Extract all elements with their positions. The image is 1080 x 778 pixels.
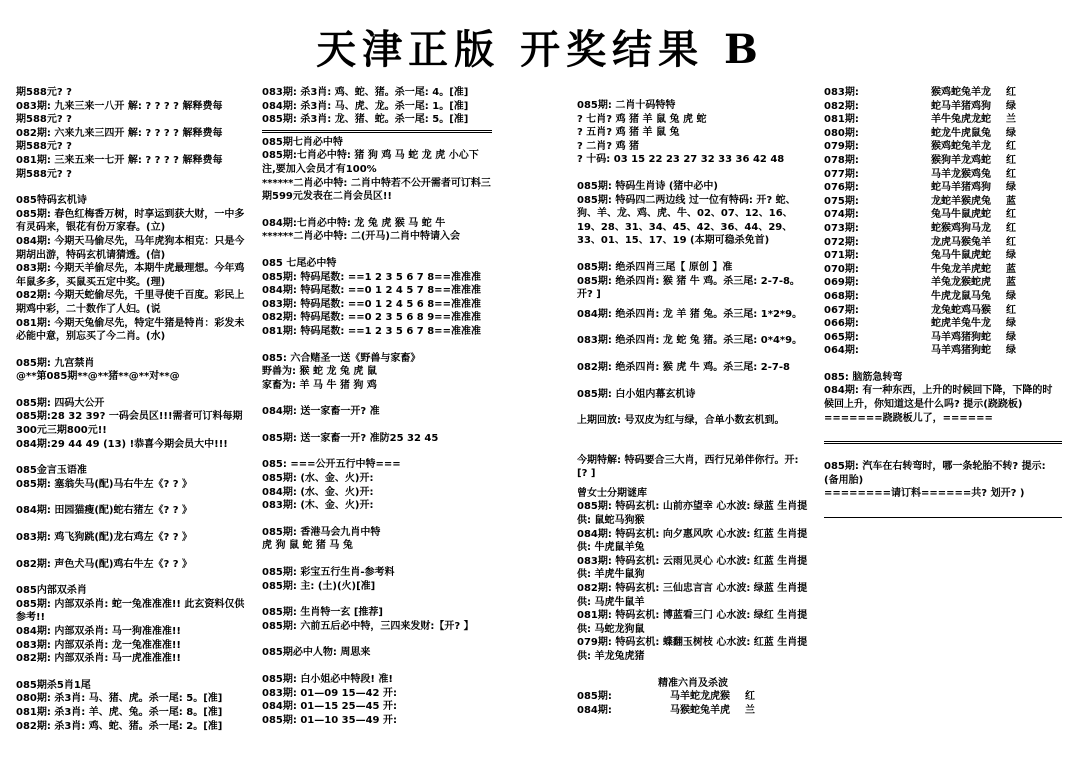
color-label: 红 <box>1006 304 1016 316</box>
text-line: 085期: 内部双杀肖: 蛇一兔准准准!! 此玄资料仅供参考!! <box>16 598 245 624</box>
color-label: 兰 <box>1006 114 1016 126</box>
text-line: ******二肖必中特: 二(开马)二肖中特请入会 <box>262 231 460 243</box>
section-special-solution <box>577 454 809 481</box>
zodiac-list: 马羊龙猴鸡兔 <box>931 168 991 180</box>
section-kill-three <box>262 86 492 127</box>
section-heading: 085期: 香港马会九肖中特 <box>262 526 381 538</box>
list-item <box>824 222 1062 236</box>
section-caibao <box>262 566 492 593</box>
text-line: 083期: 绝杀四肖: 龙 蛇 兔 猪。杀三尾: 0*4*9。 <box>577 335 803 347</box>
text-line: ========请订料======共? 划开? ) <box>824 488 1025 500</box>
text-line: =======跷跷板儿了，====== <box>824 412 993 424</box>
list-item <box>824 154 1062 168</box>
text-line: 085期: 特码尾数: ==1 2 3 5 6 7 8==准准准 <box>262 271 481 283</box>
text-line: ? 二肖? 鸡 猪 <box>577 140 640 152</box>
period-label: 077期: <box>824 168 859 180</box>
divider <box>824 517 1062 518</box>
zodiac-list: 马羊蛇龙虎猴 <box>670 691 730 703</box>
list-item <box>824 208 1062 222</box>
period-label: 072期: <box>824 236 859 248</box>
list-item <box>824 195 1062 209</box>
column-4 <box>824 86 1062 776</box>
zodiac-list: 牛虎龙鼠马兔 <box>931 290 991 302</box>
color-label: 红 <box>745 691 755 703</box>
section-send-livestock <box>262 405 492 445</box>
zodiac-list: 马羊鸡猪狗蛇 <box>931 331 991 343</box>
column-1 <box>16 86 248 776</box>
text-line: 081期: 特码尾数: ==1 2 3 5 6 7 8==准准准 <box>262 325 481 337</box>
period-label: 078期: <box>824 154 859 166</box>
text-line: 085期: 汽车在右转弯时，哪一条轮胎不转? 提示: (备用胎) <box>824 461 1046 486</box>
text-line: 082期: 声色犬马(配)鸡右牛左《? ? 》 <box>16 558 193 570</box>
text-line: 上期回放: 号双皮为红与绿，合单小数玄机到。 <box>577 415 785 427</box>
text-line: 083期: (木、金、火)开: <box>262 500 374 512</box>
period-label: 066期: <box>824 318 859 330</box>
section-seven-zodiac <box>262 136 492 204</box>
zodiac-list: 蛇虎羊兔牛龙 <box>931 318 991 330</box>
section-heading: 085内部双杀肖 <box>16 585 87 597</box>
zodiac-list: 龙兔蛇鸡马猴 <box>931 304 991 316</box>
color-label: 红 <box>1006 168 1016 180</box>
text-line: 082期: 杀3肖: 鸡、蛇、猪。杀一尾: 2。[准] <box>16 720 223 732</box>
color-label: 红 <box>1006 209 1016 221</box>
section-heading: 085期: 九宫禁肖 <box>16 357 95 369</box>
color-label: 绿 <box>1006 182 1016 194</box>
list-item <box>824 304 1062 318</box>
text-line: 083期: 01—09 15—42 开: <box>262 687 397 699</box>
section-heading: 085特码玄机诗 <box>16 195 87 207</box>
color-label: 绿 <box>1006 331 1016 343</box>
section-heading: 精准六肖及杀波 <box>658 677 728 689</box>
text-line: 084期: 绝杀四肖: 龙 羊 猪 兔。杀三尾: 1*2*9。 <box>577 308 803 320</box>
text-line: 083期: 九来三来一八开 解: ? ? ? ? 解释费每 <box>16 100 223 112</box>
section-seven-zodiac-084 <box>262 217 492 244</box>
text-line: 081期: 特码玄机: 博蓝看三门 心水波: 绿红 生肖提供: 马蛇龙狗鼠 <box>577 610 808 635</box>
list-item <box>824 249 1062 263</box>
text-line: @**第085期**@**猪**@**对**@ <box>16 371 180 383</box>
text-line: 084期:七肖必中特: 龙 兔 虎 猴 马 蛇 牛 <box>262 217 446 229</box>
period-label: 074期: <box>824 209 859 221</box>
period-label: 080期: <box>824 127 859 139</box>
section-seven-tails <box>262 257 492 339</box>
section-kill-five <box>16 679 248 733</box>
list-item <box>824 168 1062 182</box>
list-item <box>824 344 1062 358</box>
section-zodiac-riddle <box>262 606 492 633</box>
section-heading: 085期: 生肖特一玄 [推荐] <box>262 607 383 619</box>
text-line: 084期: 今期天马偷尽先，马年虎狗本相克：只是今期胡出游，特码玄机请猜透。(信) <box>16 235 245 261</box>
zodiac-list: 猴狗羊龙鸡蛇 <box>931 154 991 166</box>
text-line: 085期: (水、金、火)开: <box>262 473 374 485</box>
section-beast-livestock <box>262 352 492 393</box>
text-line: 084期: 内部双杀肖: 马一狗准准准!! <box>16 626 181 637</box>
section-poem <box>16 194 248 344</box>
text-line: 085期必中人物: 周思来 <box>262 647 371 659</box>
text-line: 085期: 01—10 35—49 开: <box>262 714 397 726</box>
text-line: 今期特解: 特码要合三大肖，西行兄弟伴你行。开: [? ] <box>577 454 799 480</box>
list-item <box>824 263 1062 277</box>
section-heading: 085期: 四码大公开 <box>16 397 105 409</box>
list-item <box>824 86 1062 100</box>
section-heading: 085 七尾必中特 <box>262 257 337 269</box>
section-ten-codes <box>577 99 809 167</box>
section-heading: 085期杀5肖1尾 <box>16 679 91 691</box>
period-label: 081期: <box>824 114 859 126</box>
divider <box>262 130 492 133</box>
list-item <box>824 331 1062 345</box>
text-line: 084期: 田园猫瘦(配)蛇右猪左《? ? 》 <box>16 505 193 517</box>
section-explanation <box>16 86 248 181</box>
section-zodiac-poem <box>577 180 809 248</box>
color-label: 蓝 <box>1006 195 1016 207</box>
list-item <box>824 236 1062 250</box>
color-label: 蓝 <box>1006 277 1016 289</box>
column-2 <box>262 86 492 776</box>
section-heading: 085: ===公开五行中特=== <box>262 459 401 471</box>
color-label: 红 <box>1006 141 1016 153</box>
text-line: 085期: 杀3肖: 龙、猪、蛇。杀一尾: 5。[准] <box>262 114 469 126</box>
text-line: 082期: 特码玄机: 三仙忠言言 心水波: 绿蓝 生肖提供: 马虎牛鼠羊 <box>577 583 808 608</box>
zodiac-list: 兔马牛鼠虎蛇 <box>931 250 991 262</box>
section-heading: 曾女士分期谜库 <box>577 487 647 499</box>
zodiac-list: 蛇马羊猪鸡狗 <box>931 182 991 194</box>
text-line: 期588元? ? <box>16 168 72 180</box>
text-line: 082期: 特码尾数: ==0 2 3 5 6 8 9==准准准 <box>262 312 481 324</box>
text-line: 085期: 特码四二两边线 过一位有特码: 开? 蛇、狗、羊、龙、鸡、虎、牛、02、07、12、16、19、28、31、34、45、42、36、44、29、33、01、15、17、19 (本期可稳杀免首) <box>577 194 796 247</box>
text-line: 虎 狗 鼠 蛇 猪 马 兔 <box>262 540 353 552</box>
period-label: 067期: <box>824 304 859 316</box>
text-line: 082期: 内部双杀肖: 马一虎准准准!! <box>16 653 181 665</box>
text-line: 081期: 三来五来一七开 解: ? ? ? ? 解释费每 <box>16 154 223 166</box>
text-line: 野兽为: 猴 蛇 龙 兔 虎 鼠 <box>262 366 377 378</box>
period-label: 069期: <box>824 277 859 289</box>
section-heading: 085: 脑筋急转弯 <box>824 371 903 383</box>
zodiac-list: 龙蛇羊猴虎兔 <box>931 195 991 207</box>
section-heading: 085期: 彩宝五行生肖-参考料 <box>262 567 395 579</box>
list-item <box>824 127 1062 141</box>
text-line: 084期: 01—15 25—45 开: <box>262 701 397 713</box>
section-five-elements <box>262 458 492 512</box>
text-line: 081期: 杀3肖: 羊、虎、兔。杀一尾: 8。[准] <box>16 706 223 718</box>
period-label: 083期: <box>824 87 859 98</box>
text-line: 085期: 绝杀四肖: 猴 猪 牛 鸡。杀三尾: 2-7-8。开? ] <box>577 275 800 301</box>
section-heading: 085期七肖必中特 <box>262 136 343 148</box>
text-line: 084期: (水、金、火)开: <box>262 486 374 498</box>
text-line: 084期: 杀3肖: 马、虎、龙。杀一尾: 1。[准] <box>262 100 469 112</box>
section-bai-poem <box>577 388 809 428</box>
color-label: 红 <box>1006 222 1016 234</box>
text-line: 083期: 特码尾数: ==0 1 2 4 5 6 8==准准准 <box>262 298 481 310</box>
text-line: 期588元? ? <box>16 141 72 153</box>
text-line: 家畜为: 羊 马 牛 猪 狗 鸡 <box>262 379 377 391</box>
section-heading: 085期: 绝杀四肖三尾【 原创 】准 <box>577 261 733 273</box>
color-label: 绿 <box>1006 345 1016 357</box>
text-line: 083期: 鸡飞狗跳(配)龙右鸡左《? ? 》 <box>16 532 193 544</box>
period-label: 084期: <box>577 704 612 716</box>
text-line: ******二肖必中特: 二肖中特若不公开需者可订料三期599元发表在二肖会员区!! <box>262 177 491 203</box>
text-line: 085期: 塞翁失马(配)马右牛左《? ? 》 <box>16 478 193 490</box>
section-zeng-riddles <box>577 487 809 664</box>
text-line: 079期: 特码玄机: 蝶翻玉树枝 心水波: 红蓝 生肖提供: 羊龙兔虎猪 <box>577 637 808 662</box>
zodiac-list: 兔马牛鼠虎蛇 <box>931 209 991 221</box>
color-label: 红 <box>1006 87 1016 98</box>
zodiac-list: 猴鸡蛇兔羊龙 <box>931 141 991 153</box>
text-line: 084期: 有一种东西，上升的时候回下降，下降的时候回上升，你知道这是什么吗? 提示(跷跷板) <box>824 385 1053 411</box>
color-label: 绿 <box>1006 318 1016 330</box>
list-item <box>824 113 1062 127</box>
color-label: 绿 <box>1006 290 1016 302</box>
text-line: 082期: 六来九来三四开 解: ? ? ? ? 解释费每 <box>16 127 223 139</box>
section-heading: 085金言玉语准 <box>16 465 87 477</box>
zodiac-list: 羊兔龙猴蛇虎 <box>931 277 991 289</box>
section-segments <box>262 673 492 727</box>
period-label: 082期: <box>824 100 859 112</box>
list-item <box>824 290 1062 304</box>
period-label: 075期: <box>824 195 859 207</box>
color-label: 绿 <box>1006 127 1016 139</box>
text-line: 085期: 特码玄机: 山前亦望幸 心水波: 绿蓝 生肖提供: 鼠蛇马狗猴 <box>577 501 808 527</box>
color-label: 红 <box>1006 236 1016 248</box>
list-item <box>824 140 1062 154</box>
period-label: 071期: <box>824 250 859 262</box>
zodiac-list: 马猴蛇兔羊虎 <box>670 704 730 716</box>
text-line: ? 十码: 03 15 22 23 27 32 33 36 42 48 <box>577 154 785 166</box>
text-line: 082期: 今期天蛇偷尽先，千里寻使千百度。彩民上期鸡中彩，二十数作了人妇。(说 <box>16 290 245 315</box>
text-line: 081期: 今期天兔偷尽先，特定牛猪是特肖：彩发未必能中意，别忘买了今二肖。(水) <box>16 317 245 343</box>
section-hk-nine-zodiac <box>262 526 492 553</box>
zodiac-list: 龙虎马猴兔羊 <box>931 236 991 248</box>
zodiac-list: 蛇龙牛虎鼠兔 <box>931 127 991 139</box>
color-label: 红 <box>1006 154 1016 166</box>
period-label: 073期: <box>824 222 859 234</box>
section-six-zodiac <box>577 677 809 718</box>
text-line: 085期: 春色红梅香万树，时享运到获大财，一中多有灵码来，银花有份万家春。(立) <box>16 208 245 234</box>
list-item <box>824 100 1062 114</box>
color-label: 兰 <box>745 704 755 716</box>
divider <box>824 441 1062 444</box>
section-character <box>262 646 492 660</box>
section-nine-palace <box>16 357 248 384</box>
period-label: 076期: <box>824 182 859 194</box>
list-item <box>577 690 809 704</box>
list-item <box>577 704 809 718</box>
period-label: 068期: <box>824 290 859 302</box>
text-line: 期588元? ? <box>16 114 72 126</box>
section-heading: 085期: 特码生肖诗 (猪中必中) <box>577 180 718 192</box>
section-heading: 085期: 白小姐内幕玄机诗 <box>577 388 696 400</box>
zodiac-list: 牛兔龙羊虎蛇 <box>931 263 991 275</box>
text-line: 082期: 绝杀四肖: 猴 虎 牛 鸡。杀三尾: 2-7-8 <box>577 361 790 373</box>
text-line: 084期: 送一家畜一开? 准 <box>262 406 380 418</box>
zodiac-list: 猴鸡蛇兔羊龙 <box>931 87 991 98</box>
section-heading: 085期: 白小姐必中特段! 准! <box>262 674 393 685</box>
text-line: 080期: 杀3肖: 马、猪、虎。杀一尾: 5。[准] <box>16 693 223 705</box>
text-line: 085期:七肖必中特: 猪 狗 鸡 马 蛇 龙 虎 小心下注,要加入会员才有100% <box>262 150 479 175</box>
text-line: 083期: 杀3肖: 鸡、蛇、猪。杀一尾: 4。[准] <box>262 87 469 98</box>
text-line: 084期: 特码玄机: 向夕惠风吹 心水波: 红蓝 生肖提供: 牛虎鼠羊兔 <box>577 528 808 554</box>
period-label: 079期: <box>824 141 859 153</box>
period-label: 070期: <box>824 263 859 275</box>
zodiac-list: 蛇马羊猪鸡狗 <box>931 100 991 112</box>
list-item <box>824 276 1062 290</box>
period-label: 065期: <box>824 331 859 343</box>
section-kill-four <box>577 261 809 375</box>
section-car-riddle <box>824 460 1062 501</box>
text-line: 085期:28 32 39? 一码会员区!!!需者可订料每期300元三期800元!! <box>16 411 243 437</box>
color-label: 绿 <box>1006 100 1016 112</box>
period-label: 064期: <box>824 345 859 357</box>
color-label: 绿 <box>1006 250 1016 262</box>
page-title: 天津正版 开奖结果 B <box>316 26 764 73</box>
text-line: 085期: 送一家畜一开? 准防25 32 45 <box>262 432 439 444</box>
text-line: 083期: 特码玄机: 云雨见灵心 心水波: 红蓝 生肖提供: 羊虎牛鼠狗 <box>577 555 808 581</box>
text-line: 085期: 主: (土)(火)[准] <box>262 580 376 592</box>
text-line: 084期: 特码尾数: ==0 1 2 4 5 7 8==准准准 <box>262 285 481 297</box>
text-line: 083期: 内部双杀肖: 龙一兔准准准!! <box>16 639 181 651</box>
text-line: 084期:29 44 49 (13) !恭喜今期会员大中!!! <box>16 438 228 450</box>
text-line: ? 五肖? 鸡 猪 羊 鼠 兔 <box>577 127 680 139</box>
period-label: 085期: <box>577 691 612 703</box>
column-3 <box>577 86 809 776</box>
list-item <box>824 317 1062 331</box>
zodiac-list: 马羊鸡猪狗蛇 <box>931 345 991 357</box>
section-four-codes <box>16 397 248 451</box>
section-heading: 085: 六合赌圣一送《野兽与家畜》 <box>262 352 421 364</box>
text-line: 083期: 今期天羊偷尽先，本期牛虎最理想。今年鸡年鼠多多，买鼠买五定中奖。(理) <box>16 263 245 288</box>
section-double-kill <box>16 584 248 666</box>
zodiac-list: 蛇猴鸡狗马龙 <box>931 222 991 234</box>
zodiac-list: 羊牛兔虎龙蛇 <box>931 114 991 126</box>
text-line: 期588元? ? <box>16 87 72 98</box>
section-golden-words <box>16 464 248 571</box>
list-item <box>824 181 1062 195</box>
section-heading: 085期: 二肖十码特特 <box>577 100 676 111</box>
section-brain-teaser <box>824 371 1062 425</box>
text-line: 085期: 六前五后必中特，三四来发财:【开? 】 <box>262 620 474 632</box>
color-label: 蓝 <box>1006 263 1016 275</box>
text-line: ? 七肖? 鸡 猪 羊 鼠 兔 虎 蛇 <box>577 113 707 125</box>
section-six-zodiac-history <box>824 86 1062 358</box>
